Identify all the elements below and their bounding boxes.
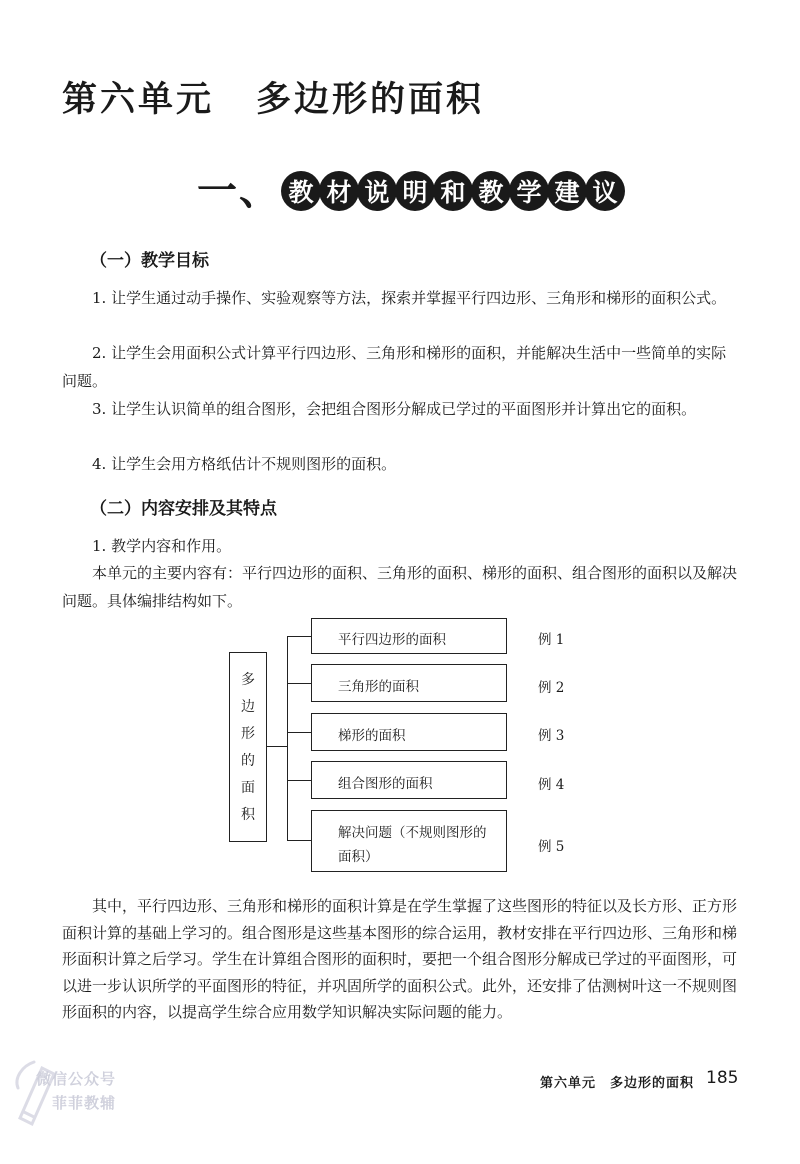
unit-title-part2: 多边形的面积 xyxy=(256,80,485,120)
root-char: 边 xyxy=(241,699,255,715)
banner-char: 议 xyxy=(585,171,625,211)
objective-item-3: 3. 让学生认识简单的组合图形，会把组合图形分解成已学过的平面图形并计算出它的面积。 xyxy=(92,400,697,418)
root-char: 积 xyxy=(241,807,255,823)
diagram-root-box xyxy=(229,652,267,842)
root-char: 的 xyxy=(241,753,255,769)
banner-char: 教 xyxy=(281,171,321,211)
section2-intro: 本单元的主要内容有：平行四边形的面积、三角形的面积、梯形的面积、组合图形的面积以及解决问题。具体编排结构如下。 xyxy=(62,564,738,610)
section2-heading: （二）内容安排及其特点 xyxy=(90,499,277,519)
banner-char: 建 xyxy=(547,171,587,211)
root-char: 面 xyxy=(241,780,255,796)
root-char: 多 xyxy=(241,672,255,688)
branch-line xyxy=(287,636,311,637)
example-label: 例 1 xyxy=(538,632,565,648)
closing-paragraph: 其中，平行四边形、三角形和梯形的面积计算是在学生掌握了这些图形的特征以及长方形、正方形面积计算的基础上学习的。组合图形是这些基本图形的综合运用，教材安排在平行四边形、三角形和梯形面积计算之后学习。学生在计算组合图形的面积时，要把一个组合图形分解成已学过的平面图形，可以进一步认识所学的平面图形的特征，并巩固所学的面积公式。此外，还安排了估测树叶这一不规则图形面积的内容，以提高学生综合应用数学知识解决实际问题的能力。 xyxy=(62,897,738,1021)
banner-char: 说 xyxy=(357,171,397,211)
branch-line xyxy=(287,732,311,733)
example-label: 例 5 xyxy=(538,839,565,855)
footer-running-title: 第六单元 多边形的面积 xyxy=(540,1076,695,1091)
example-label: 例 2 xyxy=(538,680,565,696)
banner-number: 一 xyxy=(197,168,237,214)
banner-char: 教 xyxy=(471,171,511,211)
section2-sub1: 1. 教学内容和作用。 xyxy=(92,537,232,555)
branch-box: 平行四边形的面积 xyxy=(311,618,507,654)
banner-char: 材 xyxy=(319,171,359,211)
banner-separator: 、 xyxy=(239,168,279,214)
page-number: 185 xyxy=(706,1068,739,1088)
section1-heading: （一）教学目标 xyxy=(90,251,209,271)
branch-box: 三角形的面积 xyxy=(311,664,507,702)
branch-box: 梯形的面积 xyxy=(311,713,507,751)
watermark-pencil-icon xyxy=(12,1048,132,1130)
root-char: 形 xyxy=(241,726,255,742)
watermark-line2: 菲菲教辅 xyxy=(52,1094,117,1112)
branch-box: 组合图形的面积 xyxy=(311,761,507,799)
branch-line xyxy=(287,780,311,781)
objective-item-1: 1. 让学生通过动手操作、实验观察等方法，探索并掌握平行四边形、三角形和梯形的面积公式。 xyxy=(92,289,727,307)
example-label: 例 4 xyxy=(538,777,565,793)
banner-char: 学 xyxy=(509,171,549,211)
connector-line xyxy=(267,746,288,747)
branch-line xyxy=(287,683,311,684)
unit-title-part1: 第六单元 xyxy=(62,80,215,120)
objective-item-2: 2. 让学生会用面积公式计算平行四边形、三角形和梯形的面积，并能解决生活中一些简单的实际问题。 xyxy=(62,344,727,390)
objective-item-4: 4. 让学生会用方格纸估计不规则图形的面积。 xyxy=(92,455,397,473)
watermark-line1: 微信公众号 xyxy=(36,1070,117,1088)
branch-box: 解决问题（不规则图形的 面积） xyxy=(311,810,507,872)
connector-line xyxy=(287,636,288,841)
example-label: 例 3 xyxy=(538,728,565,744)
banner-char: 明 xyxy=(395,171,435,211)
banner-char: 和 xyxy=(433,171,473,211)
branch-line xyxy=(287,840,311,841)
